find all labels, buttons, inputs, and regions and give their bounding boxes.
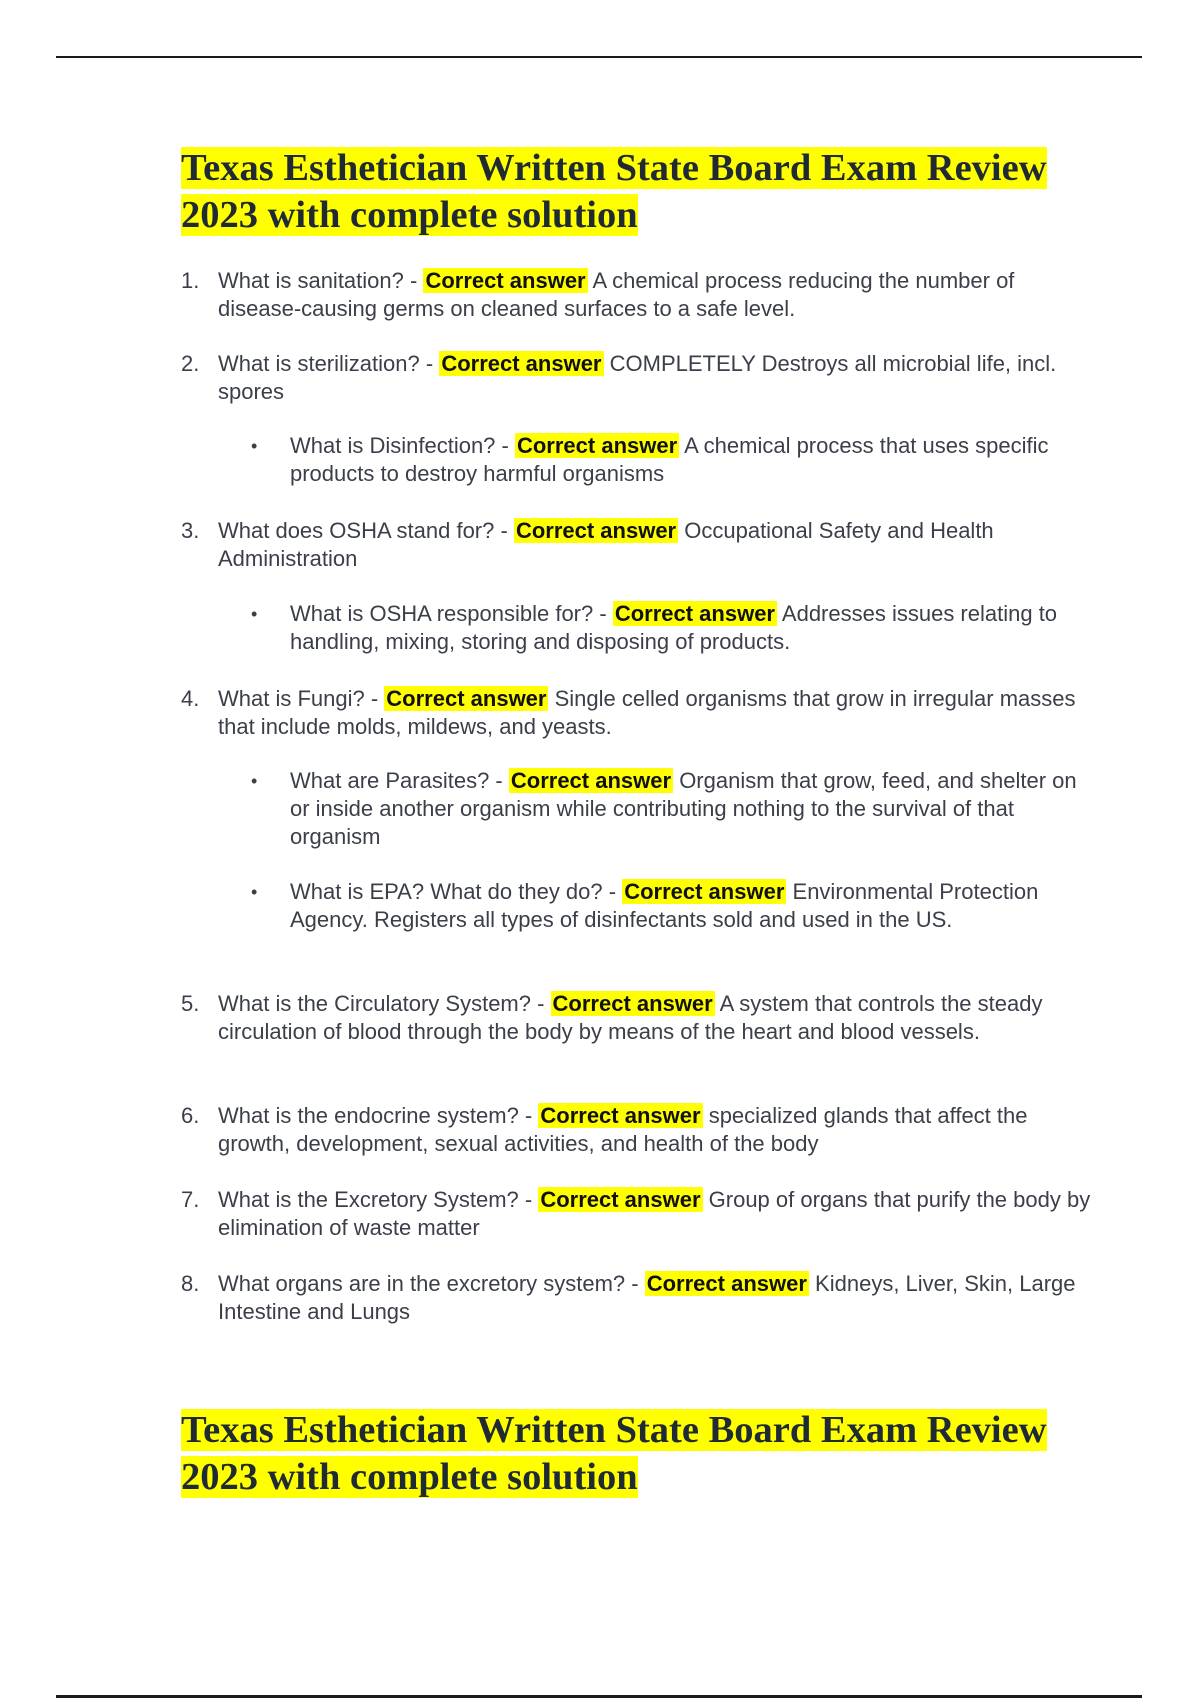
correct-answer-label: Correct answer: [552, 991, 713, 1016]
correct-answer-label: Correct answer: [515, 518, 677, 543]
list-number: 5.: [181, 991, 200, 1016]
list-number: 3.: [181, 518, 200, 543]
correct-answer-label: Correct answer: [614, 601, 775, 626]
list-number: 4.: [181, 686, 200, 711]
question-text: What is OSHA responsible for?: [290, 601, 594, 626]
answer-text: COMPLETELY Destroys all microbial life, incl. spores: [218, 351, 1057, 404]
question-text: What is Disinfection?: [290, 433, 496, 458]
answer-text: A chemical process that uses specific products to destroy harmful organisms: [290, 433, 1049, 486]
correct-answer-label: Correct answer: [646, 1271, 807, 1296]
question-text: What is sanitation?: [218, 268, 404, 293]
answer-text: Environmental Protection Agency. Registers all types of disinfectants sold and used in the US.: [290, 879, 1039, 932]
answer-text: Group of organs that purify the body by elimination of waste matter: [218, 1187, 1091, 1240]
document-title: Texas Esthetician Written State Board Exam Review 2023 with complete solution: [181, 147, 1047, 236]
list-number: 2.: [181, 351, 200, 376]
list-number: 6.: [181, 1103, 200, 1128]
bullet-icon: •: [251, 436, 258, 456]
correct-answer-label: Correct answer: [540, 1187, 701, 1212]
question-text: What does OSHA stand for?: [218, 518, 495, 543]
question-text: What is the Excretory System?: [218, 1187, 519, 1212]
bullet-icon: •: [251, 771, 258, 791]
answer-text: Addresses issues relating to handling, mixing, storing and disposing of products.: [290, 601, 1058, 654]
bottom-rule: [56, 1695, 1142, 1698]
question-text: What is sterilization?: [218, 351, 420, 376]
document-title-repeat: Texas Esthetician Written State Board Exam Review 2023 with complete solution: [181, 1409, 1047, 1498]
answer-text: Organism that grow, feed, and shelter on or inside another organism while contributing nothing to the survival of that organism: [290, 768, 1077, 849]
question-text: What is the endocrine system?: [218, 1103, 519, 1128]
list-number: 1.: [181, 268, 200, 293]
bullet-icon: •: [251, 882, 258, 902]
answer-text: A system that controls the steady circulation of blood through the body by means of the heart and blood vessels.: [218, 991, 1043, 1044]
answer-text: Occupational Safety and Health Administration: [218, 518, 994, 571]
question-text: What is Fungi?: [218, 686, 365, 711]
top-rule: [56, 56, 1142, 58]
correct-answer-label: Correct answer: [441, 351, 602, 376]
correct-answer-label: Correct answer: [540, 1103, 701, 1128]
question-text: What organs are in the excretory system?: [218, 1271, 626, 1296]
correct-answer-label: Correct answer: [510, 768, 672, 793]
list-number: 8.: [181, 1271, 200, 1296]
question-text: What are Parasites?: [290, 768, 490, 793]
answer-text: A chemical process reducing the number of disease-causing germs on cleaned surfaces to a safe level.: [218, 268, 1015, 321]
answer-text: specialized glands that affect the growth, development, sexual activities, and health of the body: [218, 1103, 1028, 1156]
answer-text: Kidneys, Liver, Skin, Large Intestine and Lungs: [218, 1271, 1076, 1324]
list-number: 7.: [181, 1187, 200, 1212]
correct-answer-label: Correct answer: [425, 268, 586, 293]
question-text: What is the Circulatory System?: [218, 991, 531, 1016]
correct-answer-label: Correct answer: [624, 879, 785, 904]
bullet-icon: •: [251, 604, 258, 624]
answer-text: Single celled organisms that grow in irregular masses that include molds, mildews, and yeasts.: [218, 686, 1076, 739]
question-text: What is EPA? What do they do?: [290, 879, 603, 904]
correct-answer-label: Correct answer: [516, 433, 678, 458]
correct-answer-label: Correct answer: [386, 686, 547, 711]
